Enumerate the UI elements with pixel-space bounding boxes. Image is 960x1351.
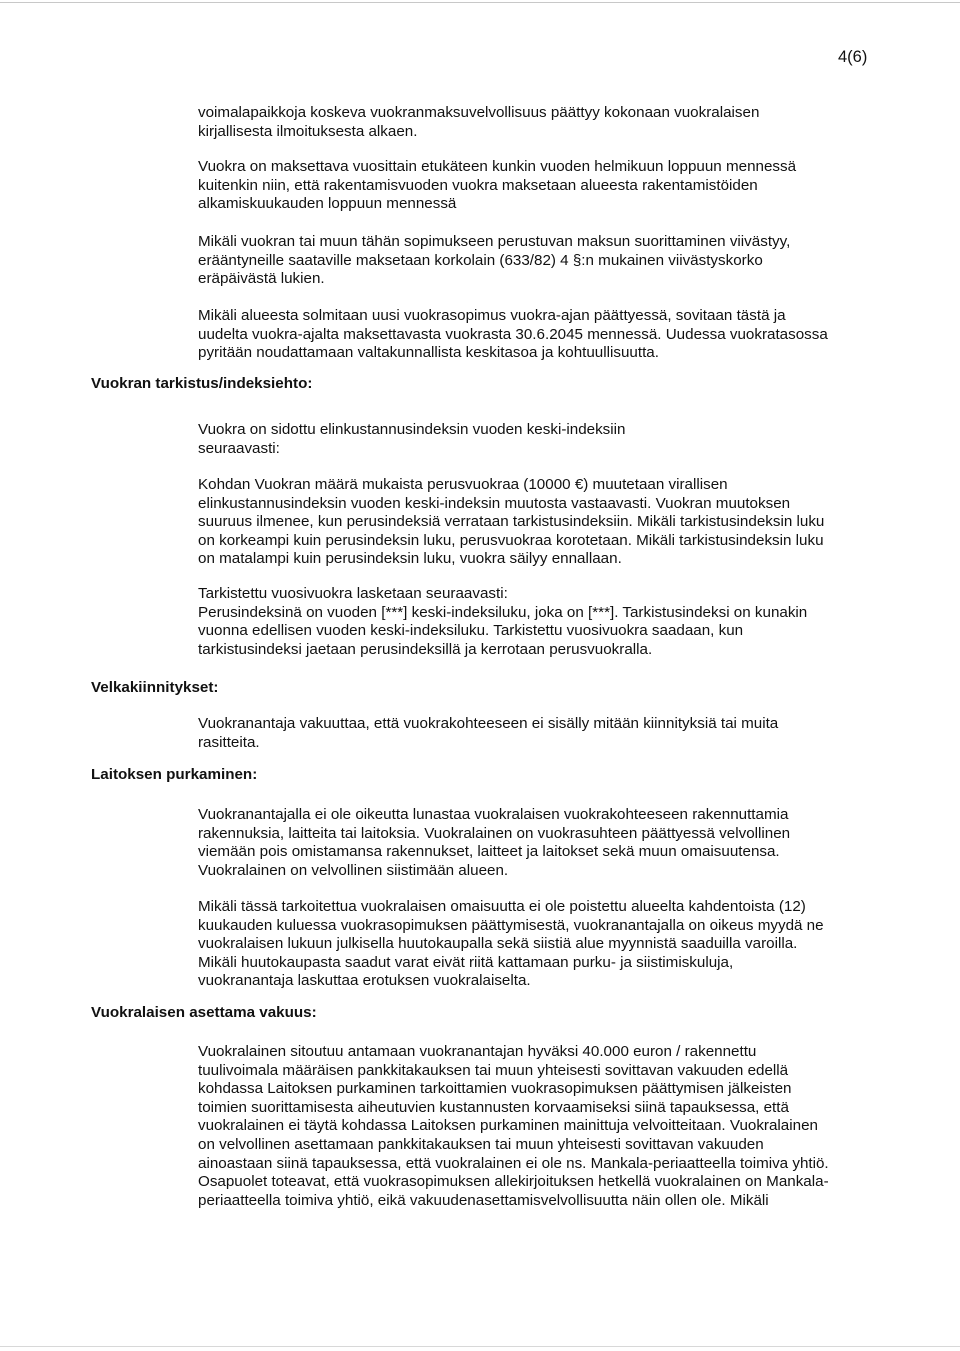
bottom-scan-rule [0, 1346, 960, 1347]
text-line: Vuokranantajalla ei ole oikeutta lunastaa vuokralaisen vuokrakohteeseen rakennuttamia [198, 806, 789, 823]
text-line: Mikäli alueesta solmitaan uusi vuokrasopimus vuokra-ajan päättyessä, sovitaan tästä ja [198, 307, 786, 324]
text-line: toimien suorittamisesta aiheutuvien kustannusten korvaamiseksi siinä tapauksessa, että [198, 1098, 789, 1116]
text-line: ainoastaan siinä tapauksessa, että vuokralainen ei ole ns. Mankala-periaatteella toimiva yhtiö. [198, 1154, 829, 1172]
paragraph-late-interest [198, 233, 888, 289]
text-line: kirjallisesta ilmoituksesta alkaen. [198, 122, 418, 140]
text-line: tarkistusindeksi jaetaan perusindeksillä ja kerrotaan perusvuokralla. [198, 640, 653, 658]
text-line: rasitteita. [198, 733, 260, 751]
text-line: viemään pois omistamansa rakennukset, laitteet ja laitokset sekä muun omaisuutensa. [198, 843, 780, 861]
text-line: Vuokralainen on velvollinen siistimään alueen. [198, 861, 509, 879]
text-line: Vuokranantaja vakuuttaa, että vuokrakohteeseen ei sisälly mitään kiinnityksiä tai muita [198, 715, 779, 732]
text-line: on korkeampi kuin perusindeksin luku, perusvuokraa korotetaan. Mikäli tarkistusindeksin luku [198, 531, 824, 549]
text-line: vuokranantaja laskuttaa erotuksen vuokralaiselta. [198, 972, 531, 990]
text-line: vuokralainen ei täytä kohdassa Laitoksen purkaminen mainittuja velvoitteitaan. Vuokralainen [198, 1117, 818, 1135]
paragraph-removal-obligation [198, 806, 888, 880]
text-line: Vuokra on sidottu elinkustannusindeksin vuoden keski-indeksiin [198, 421, 626, 438]
text-line: vuonna edellisen vuoden keski-indeksiluku. Tarkistettu vuosivuokra saadaan, kun [198, 622, 744, 640]
paragraph-encumbrances [198, 715, 888, 752]
paragraph-auction-rights [198, 898, 888, 991]
text-line: tuulivoimala määräisen pankkitakauksen tai muun yhteisesti sovittavan vakuuden edellä [198, 1061, 789, 1079]
text-line: Vuokralainen sitoutuu antamaan vuokranantajan hyväksi 40.000 euron / rakennettu [198, 1043, 757, 1060]
text-line: Osapuolet toteavat, että vuokrasopimuksen allekirjoituksen hetkellä vuokralainen on Mankala- [198, 1173, 829, 1191]
text-line: voimalapaikkoja koskeva vuokranmaksuvelvollisuus päättyy kokonaan vuokralaisen [198, 104, 760, 121]
text-line: Mikäli huutokaupasta saadut varat eivät riitä kattamaan purku- ja siistimiskuluja, [198, 953, 734, 971]
paragraph-bank-guarantee [198, 1043, 888, 1210]
paragraph-termination [198, 104, 888, 141]
text-line: erääntyneille saataville maksetaan korkolain (633/82) 4 §:n mukainen viivästyskorko [198, 251, 763, 269]
top-scan-rule [0, 2, 960, 3]
section-heading-security: Vuokralaisen asettama vakuus: [91, 1004, 317, 1021]
paragraph-payment-terms [198, 158, 888, 214]
text-line: alkamiskuukauden loppuun mennessä [198, 195, 457, 213]
text-line: kuukauden kuluessa vuokrasopimuksen päättymisestä, vuokranantajalla on oikeus myydä ne [198, 916, 824, 934]
page-number: 4(6) [838, 48, 868, 66]
text-line: Kohdan Vuokran määrä mukaista perusvuokraa (10000 €) muutetaan virallisen [198, 476, 728, 493]
section-heading-demolition: Laitoksen purkaminen: [91, 766, 258, 783]
text-line: elinkustannusindeksin vuoden keski-indeksin muutosta vastaavasti. Vuokran muutoksen [198, 494, 791, 512]
text-line: seuraavasti: [198, 439, 280, 457]
text-line: uudelta vuokra-ajalta maksettavasta vuokrasta 30.6.2045 mennessä. Uudessa vuokratasossa [198, 325, 828, 343]
paragraph-new-lease [198, 307, 888, 363]
paragraph-base-rent-adjustment [198, 476, 888, 569]
paragraph-index-binding [198, 421, 888, 458]
paragraph-revised-rent-calculation [198, 585, 888, 659]
text-line: on matalampi kuin perusindeksin luku, vuokra säilyy ennallaan. [198, 550, 622, 568]
text-line: Mikäli tässä tarkoitettua vuokralaisen omaisuutta ei ole poistettu alueelta kahdentoista (12) [198, 898, 806, 915]
text-line: suuruus ilmenee, kun perusindeksiä verrataan tarkistusindeksiin. Mikäli tarkistusindeksin luku [198, 513, 825, 531]
text-line: on velvollinen asettamaan pankkitakauksen tai muun yhteisesti sovittavan vakuuden [198, 1135, 764, 1153]
text-line: periaatteella toimiva yhtiö, eikä vakuudenasettamisvelvollisuutta näin ollen ole. Mikäli [198, 1191, 769, 1209]
text-line: Tarkistettu vuosivuokra lasketaan seuraavasti: [198, 585, 508, 602]
text-line: eräpäivästä lukien. [198, 270, 325, 288]
text-line: kuitenkin niin, että rakentamisvuoden vuokra maksetaan alueesta rakentamistöiden [198, 176, 758, 194]
section-heading-encumbrances: Velkakiinnitykset: [91, 679, 219, 696]
text-line: kohdassa Laitoksen purkaminen tarkoittamien vuokrasopimuksen päättymisen jälkeisten [198, 1080, 792, 1098]
text-line: pyritään noudattamaan valtakunnallista keskitasoa ja kohtuullisuutta. [198, 344, 659, 362]
text-line: rakennuksia, laitteita tai laitoksia. Vuokralainen on vuokrasuhteen päättyessä velvollinen [198, 824, 791, 842]
section-heading-index-clause: Vuokran tarkistus/indeksiehto: [91, 375, 313, 392]
text-line: Mikäli vuokran tai muun tähän sopimukseen perustuvan maksun suorittaminen viivästyy, [198, 233, 791, 250]
text-line: Perusindeksinä on vuoden [***] keski-indeksiluku, joka on [***]. Tarkistusindeksi on kunakin [198, 603, 808, 621]
text-line: Vuokra on maksettava vuosittain etukäteen kunkin vuoden helmikuun loppuun mennessä [198, 158, 797, 175]
text-line: vuokralaisen lukuun julkisella huutokaupalla sekä siistiä alue myynnistä saaduilla varoilla. [198, 935, 798, 953]
